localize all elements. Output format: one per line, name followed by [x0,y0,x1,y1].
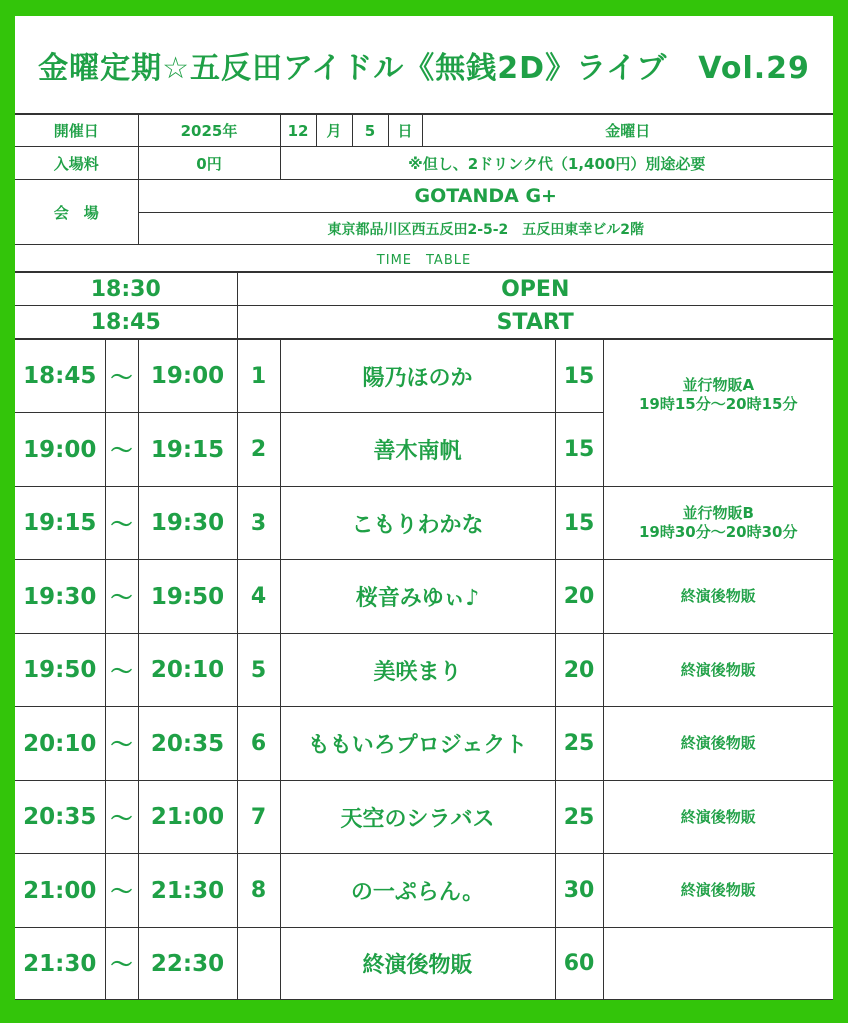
slot-end-time: 19:15 [138,413,237,487]
slot-start-time: 21:00 [15,854,105,928]
slot-number [237,928,280,1000]
merch-sales-note: 終演後物販 [603,854,833,928]
slot-minutes: 25 [555,781,603,854]
parallel-sales-a-title: 並行物販A [682,376,755,394]
slot-end-time: 20:10 [138,634,237,707]
fee-label: 入場料 [15,147,138,180]
event-info-table [15,114,833,272]
slot-start-time: 19:50 [15,634,105,707]
timetable-row [15,707,833,781]
slot-tilde: ～ [105,340,138,413]
open-time: 18:30 [15,273,237,306]
performer-name: 陽乃ほのか [280,340,555,413]
performer-name: こもりわかな [280,487,555,560]
slot-start-time: 18:45 [15,340,105,413]
slot-tilde: ～ [105,560,138,634]
slot-minutes: 30 [555,854,603,928]
slot-tilde: ～ [105,781,138,854]
parallel-sales-b [603,487,833,560]
slot-tilde: ～ [105,413,138,487]
event-flyer [15,16,833,1000]
slot-end-time: 19:50 [138,560,237,634]
date-weekday: 金曜日 [422,115,833,147]
performer-name: ももいろプロジェクト [280,707,555,781]
slot-minutes: 25 [555,707,603,781]
open-start-table [15,272,833,339]
slot-end-time: 21:00 [138,781,237,854]
slot-start-time: 19:15 [15,487,105,560]
timetable-row [15,487,833,560]
slot-minutes: 20 [555,634,603,707]
slot-minutes: 15 [555,340,603,413]
open-label: OPEN [237,273,833,306]
performer-name: 善木南帆 [280,413,555,487]
slot-end-time: 19:30 [138,487,237,560]
merch-sales-note: 終演後物販 [603,781,833,854]
slot-start-time: 19:00 [15,413,105,487]
venue-label: 会 場 [15,180,138,245]
slot-minutes: 15 [555,413,603,487]
start-time: 18:45 [15,306,237,339]
slot-end-time: 21:30 [138,854,237,928]
fee-value: 0円 [138,147,280,180]
timetable-row [15,854,833,928]
slot-minutes: 15 [555,487,603,560]
timetable-row [15,634,833,707]
timetable-heading: TIME TABLE [15,245,833,272]
slot-number: 5 [237,634,280,707]
performer-name: 美咲まり [280,634,555,707]
date-month-unit: 月 [316,115,352,147]
merch-sales-note [603,928,833,1000]
merch-sales-note: 終演後物販 [603,707,833,781]
slot-tilde: ～ [105,707,138,781]
slot-tilde: ～ [105,928,138,1000]
timetable [15,339,833,1000]
event-title: 金曜定期☆五反田アイドル《無銭2D》ライブ Vol.29 [15,16,833,114]
merch-sales-note: 終演後物販 [603,634,833,707]
date-day-unit: 日 [388,115,422,147]
slot-tilde: ～ [105,854,138,928]
slot-minutes: 20 [555,560,603,634]
performer-name: 桜音みゆぃ♪ [280,560,555,634]
parallel-sales-a [603,340,833,487]
slot-start-time: 20:10 [15,707,105,781]
timetable-row [15,928,833,1000]
slot-number: 6 [237,707,280,781]
date-year: 2025年 [138,115,280,147]
venue-address: 東京都品川区西五反田2-5-2 五反田東幸ビル2階 [138,213,833,245]
slot-number: 2 [237,413,280,487]
start-label: START [237,306,833,339]
timetable-row [15,781,833,854]
slot-end-time: 22:30 [138,928,237,1000]
slot-start-time: 19:30 [15,560,105,634]
parallel-sales-b-title: 並行物販B [682,504,754,522]
slot-number: 7 [237,781,280,854]
slot-number: 4 [237,560,280,634]
timetable-row [15,340,833,413]
slot-minutes: 60 [555,928,603,1000]
merch-sales-note: 終演後物販 [603,560,833,634]
performer-name: の一ぷらん。 [280,854,555,928]
slot-tilde: ～ [105,487,138,560]
date-month-number: 12 [280,115,316,147]
timetable-row [15,560,833,634]
slot-start-time: 20:35 [15,781,105,854]
slot-end-time: 19:00 [138,340,237,413]
date-label: 開催日 [15,115,138,147]
fee-note: ※但し、2ドリンク代（1,400円）別途必要 [280,147,833,180]
performer-name: 終演後物販 [280,928,555,1000]
slot-number: 3 [237,487,280,560]
venue-name: GOTANDA G+ [138,180,833,213]
parallel-sales-a-time: 19時15分～20時15分 [639,395,798,413]
slot-tilde: ～ [105,634,138,707]
slot-number: 1 [237,340,280,413]
slot-start-time: 21:30 [15,928,105,1000]
parallel-sales-b-time: 19時30分～20時30分 [639,523,798,541]
performer-name: 天空のシラバス [280,781,555,854]
date-day-number: 5 [352,115,388,147]
slot-end-time: 20:35 [138,707,237,781]
slot-number: 8 [237,854,280,928]
